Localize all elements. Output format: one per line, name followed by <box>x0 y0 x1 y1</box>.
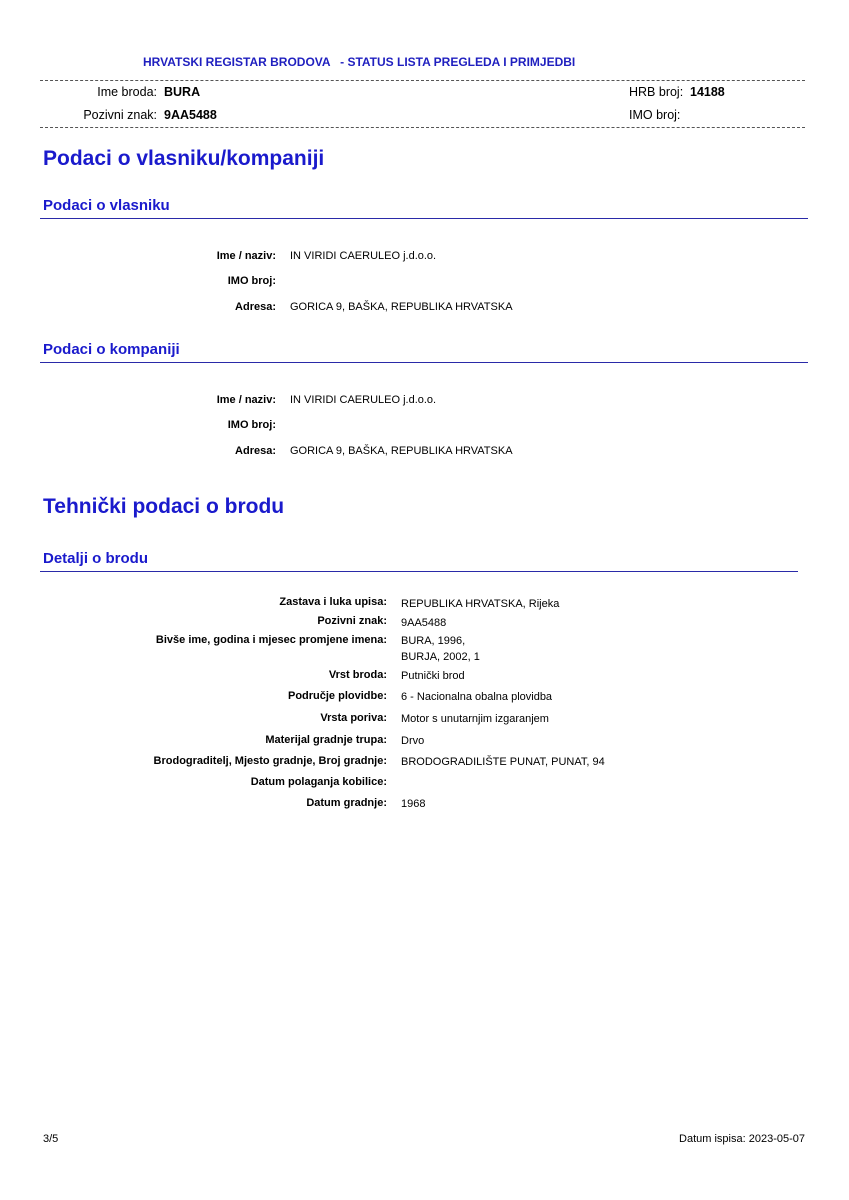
report-title: HRVATSKI REGISTAR BRODOVA - STATUS LISTA PREGLEDA I PRIMJEDBI <box>143 55 576 69</box>
build-date-value: 1968 <box>401 798 426 810</box>
ship-name-value: BURA <box>164 85 201 99</box>
shipbuilder-value: BRODOGRADILIŠTE PUNAT, PUNAT, 94 <box>401 756 605 768</box>
keel-date-label: Datum polaganja kobilice: <box>250 776 387 788</box>
company-address-label: Adresa: <box>235 445 276 457</box>
call-sign-value: 9AA5488 <box>164 108 217 122</box>
owner-name-label: Ime / naziv: <box>216 250 276 262</box>
owner-company-heading: Podaci o vlasniku/kompaniji <box>43 147 325 170</box>
company-name-label: Ime / naziv: <box>216 394 276 406</box>
header-divider-bottom <box>40 127 805 128</box>
ship-name-label: Ime broda: <box>97 85 157 99</box>
owner-heading: Podaci o vlasniku <box>43 197 170 214</box>
former-names-label: Bivše ime, godina i mjesec promjene imena: <box>155 634 387 646</box>
company-name-value: IN VIRIDI CAERULEO j.d.o.o. <box>290 394 437 406</box>
company-address-value: GORICA 9, BAŠKA, REPUBLIKA HRVATSKA <box>290 445 513 457</box>
shipbuilder-label: Brodograditelj, Mjesto gradnje, Broj gradnje: <box>153 755 387 767</box>
company-heading: Podaci o kompaniji <box>43 341 180 358</box>
header-divider-top <box>40 80 805 81</box>
page-number: 3/5 <box>43 1133 59 1145</box>
detail-call-sign-value: 9AA5488 <box>401 617 447 629</box>
propulsion-label: Vrsta poriva: <box>320 712 387 724</box>
owner-imo-label: IMO broj: <box>227 275 276 287</box>
ship-type-value: Putnički brod <box>401 670 465 682</box>
flag-port-label: Zastava i luka upisa: <box>279 596 387 608</box>
ship-details-heading: Detalji o brodu <box>43 550 148 567</box>
technical-heading: Tehnički podaci o brodu <box>43 495 285 518</box>
propulsion-value: Motor s unutarnjim izgaranjem <box>401 713 549 725</box>
owner-address-value: GORICA 9, BAŠKA, REPUBLIKA HRVATSKA <box>290 301 513 313</box>
owner-heading-rule <box>40 218 808 219</box>
company-heading-rule <box>40 362 808 363</box>
print-date: Datum ispisa: 2023-05-07 <box>679 1133 805 1145</box>
former-names-value: BURA, 1996, <box>401 635 466 647</box>
navigation-area-value: 6 - Nacionalna obalna plovidba <box>401 691 553 703</box>
hrb-value: 14188 <box>690 85 725 99</box>
flag-port-value: REPUBLIKA HRVATSKA, Rijeka <box>401 598 560 610</box>
hrb-label: HRB broj: <box>629 85 684 99</box>
call-sign-label: Pozivni znak: <box>83 108 157 122</box>
company-imo-label: IMO broj: <box>227 419 276 431</box>
imo-label: IMO broj: <box>629 108 681 122</box>
detail-call-sign-label: Pozivni znak: <box>317 615 387 627</box>
hull-material-value: Drvo <box>401 735 425 747</box>
owner-name-value: IN VIRIDI CAERULEO j.d.o.o. <box>290 250 437 262</box>
former-names-value-2: BURJA, 2002, 1 <box>401 651 480 663</box>
hull-material-label: Materijal gradnje trupa: <box>265 734 387 746</box>
owner-address-label: Adresa: <box>235 301 276 313</box>
ship-details-heading-rule <box>40 571 798 572</box>
ship-type-label: Vrst broda: <box>328 669 387 681</box>
build-date-label: Datum gradnje: <box>306 797 387 809</box>
navigation-area-label: Područje plovidbe: <box>287 690 387 702</box>
